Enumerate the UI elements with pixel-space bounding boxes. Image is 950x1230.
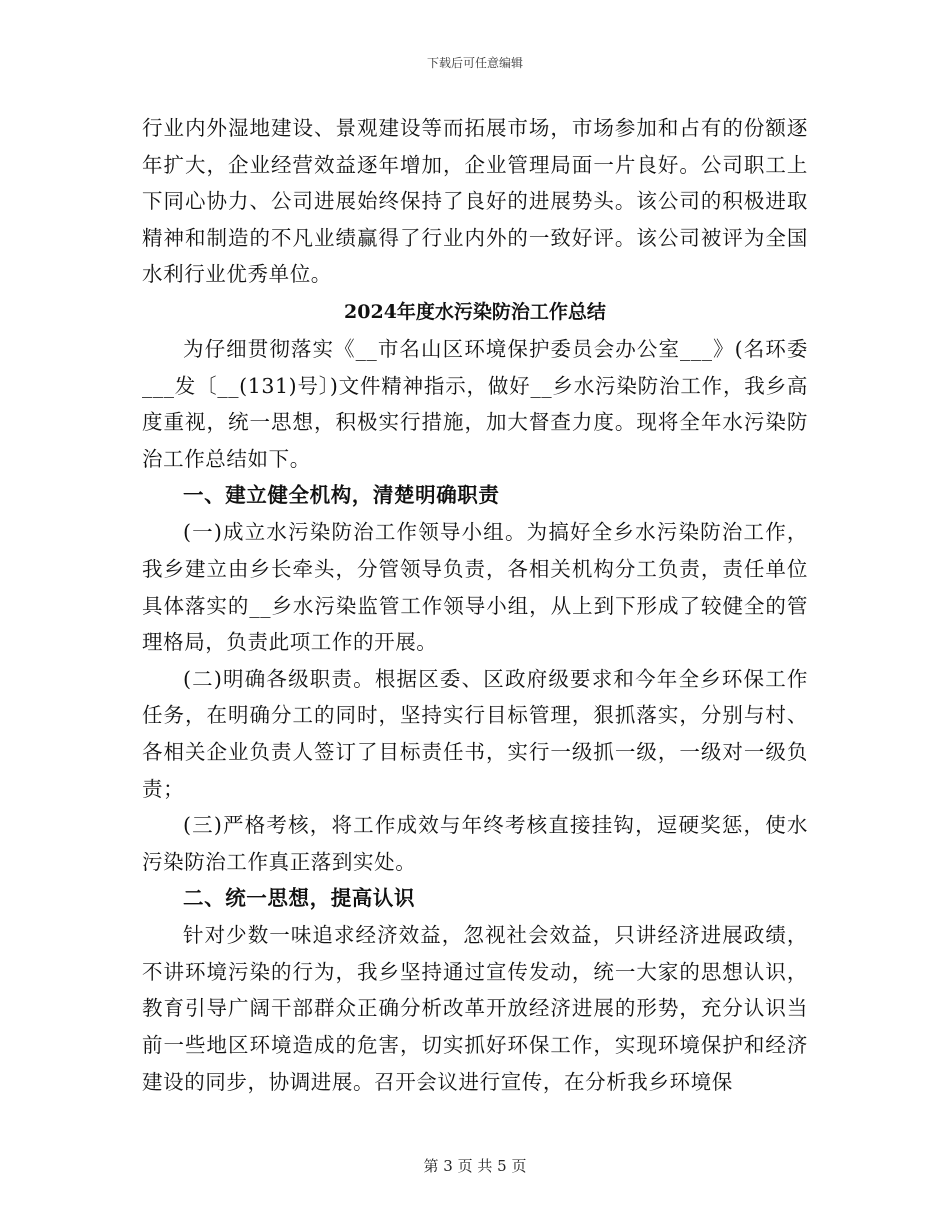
- section-1-item-3: (三)严格考核，将工作成效与年终考核直接挂钩，逗硬奖惩，使水污染防治工作真正落到实处。: [142, 813, 808, 874]
- section-1-item-2: (二)明确各级职责。根据区委、区政府级要求和今年全乡环保工作任务，在明确分工的同时，坚持实行目标管理，狠抓落实，分别与村、各相关企业负责人签订了目标责任书，实行一级抓一级，一级对一级负责；: [142, 666, 808, 801]
- section-1-heading: 一、建立健全机构，清楚明确职责: [183, 483, 500, 508]
- section-2-heading: 二、统一思想，提高认识: [183, 886, 416, 911]
- section-2-paragraph: 针对少数一味追求经济效益，忽视社会效益，只讲经济进展政绩，不讲环境污染的行为，我乡坚持通过宣传发动，统一大家的思想认识，教育引导广阔干部群众正确分析改革开放经济进展的形势，充分认识当前一些地区环境造成的危害，切实抓好环保工作，实现环境保护和经济建设的同步，协调进展。召开会议进行宣传，在分析我乡环境保: [142, 923, 808, 1094]
- intro-paragraph: 行业内外湿地建设、景观建设等而拓展市场，市场参加和占有的份额逐年扩大，企业经营效益逐年增加，企业管理局面一片良好。公司职工上下同心协力、公司进展始终保持了良好的进展势头。该公司的积极进取精神和制造的不凡业绩赢得了行业内外的一致好评。该公司被评为全国水利行业优秀单位。: [142, 116, 808, 287]
- section-1-item-1: (一)成立水污染防治工作领导小组。为搞好全乡水污染防治工作，我乡建立由乡长牵头，分管领导负责，各相关机构分工负责，责任单位具体落实的__乡水污染监管工作领导小组，从上到下形成了较健全的管理格局，负责此项工作的开展。: [142, 520, 808, 655]
- document-title: 2024年度水污染防治工作总结: [344, 300, 606, 323]
- page-number: 第 3 页 共 5 页: [423, 1157, 527, 1175]
- opening-paragraph: 为仔细贯彻落实《__市名山区环境保护委员会办公室___》(名环委___发〔__(131)号〕)文件精神指示，做好__乡水污染防治工作，我乡高度重视，统一思想，积极实行措施，加大督查力度。现将全年水污染防治工作总结如下。: [142, 336, 808, 471]
- header-note: 下载后可任意编辑: [426, 56, 523, 70]
- document-body: [142, 110, 808, 1100]
